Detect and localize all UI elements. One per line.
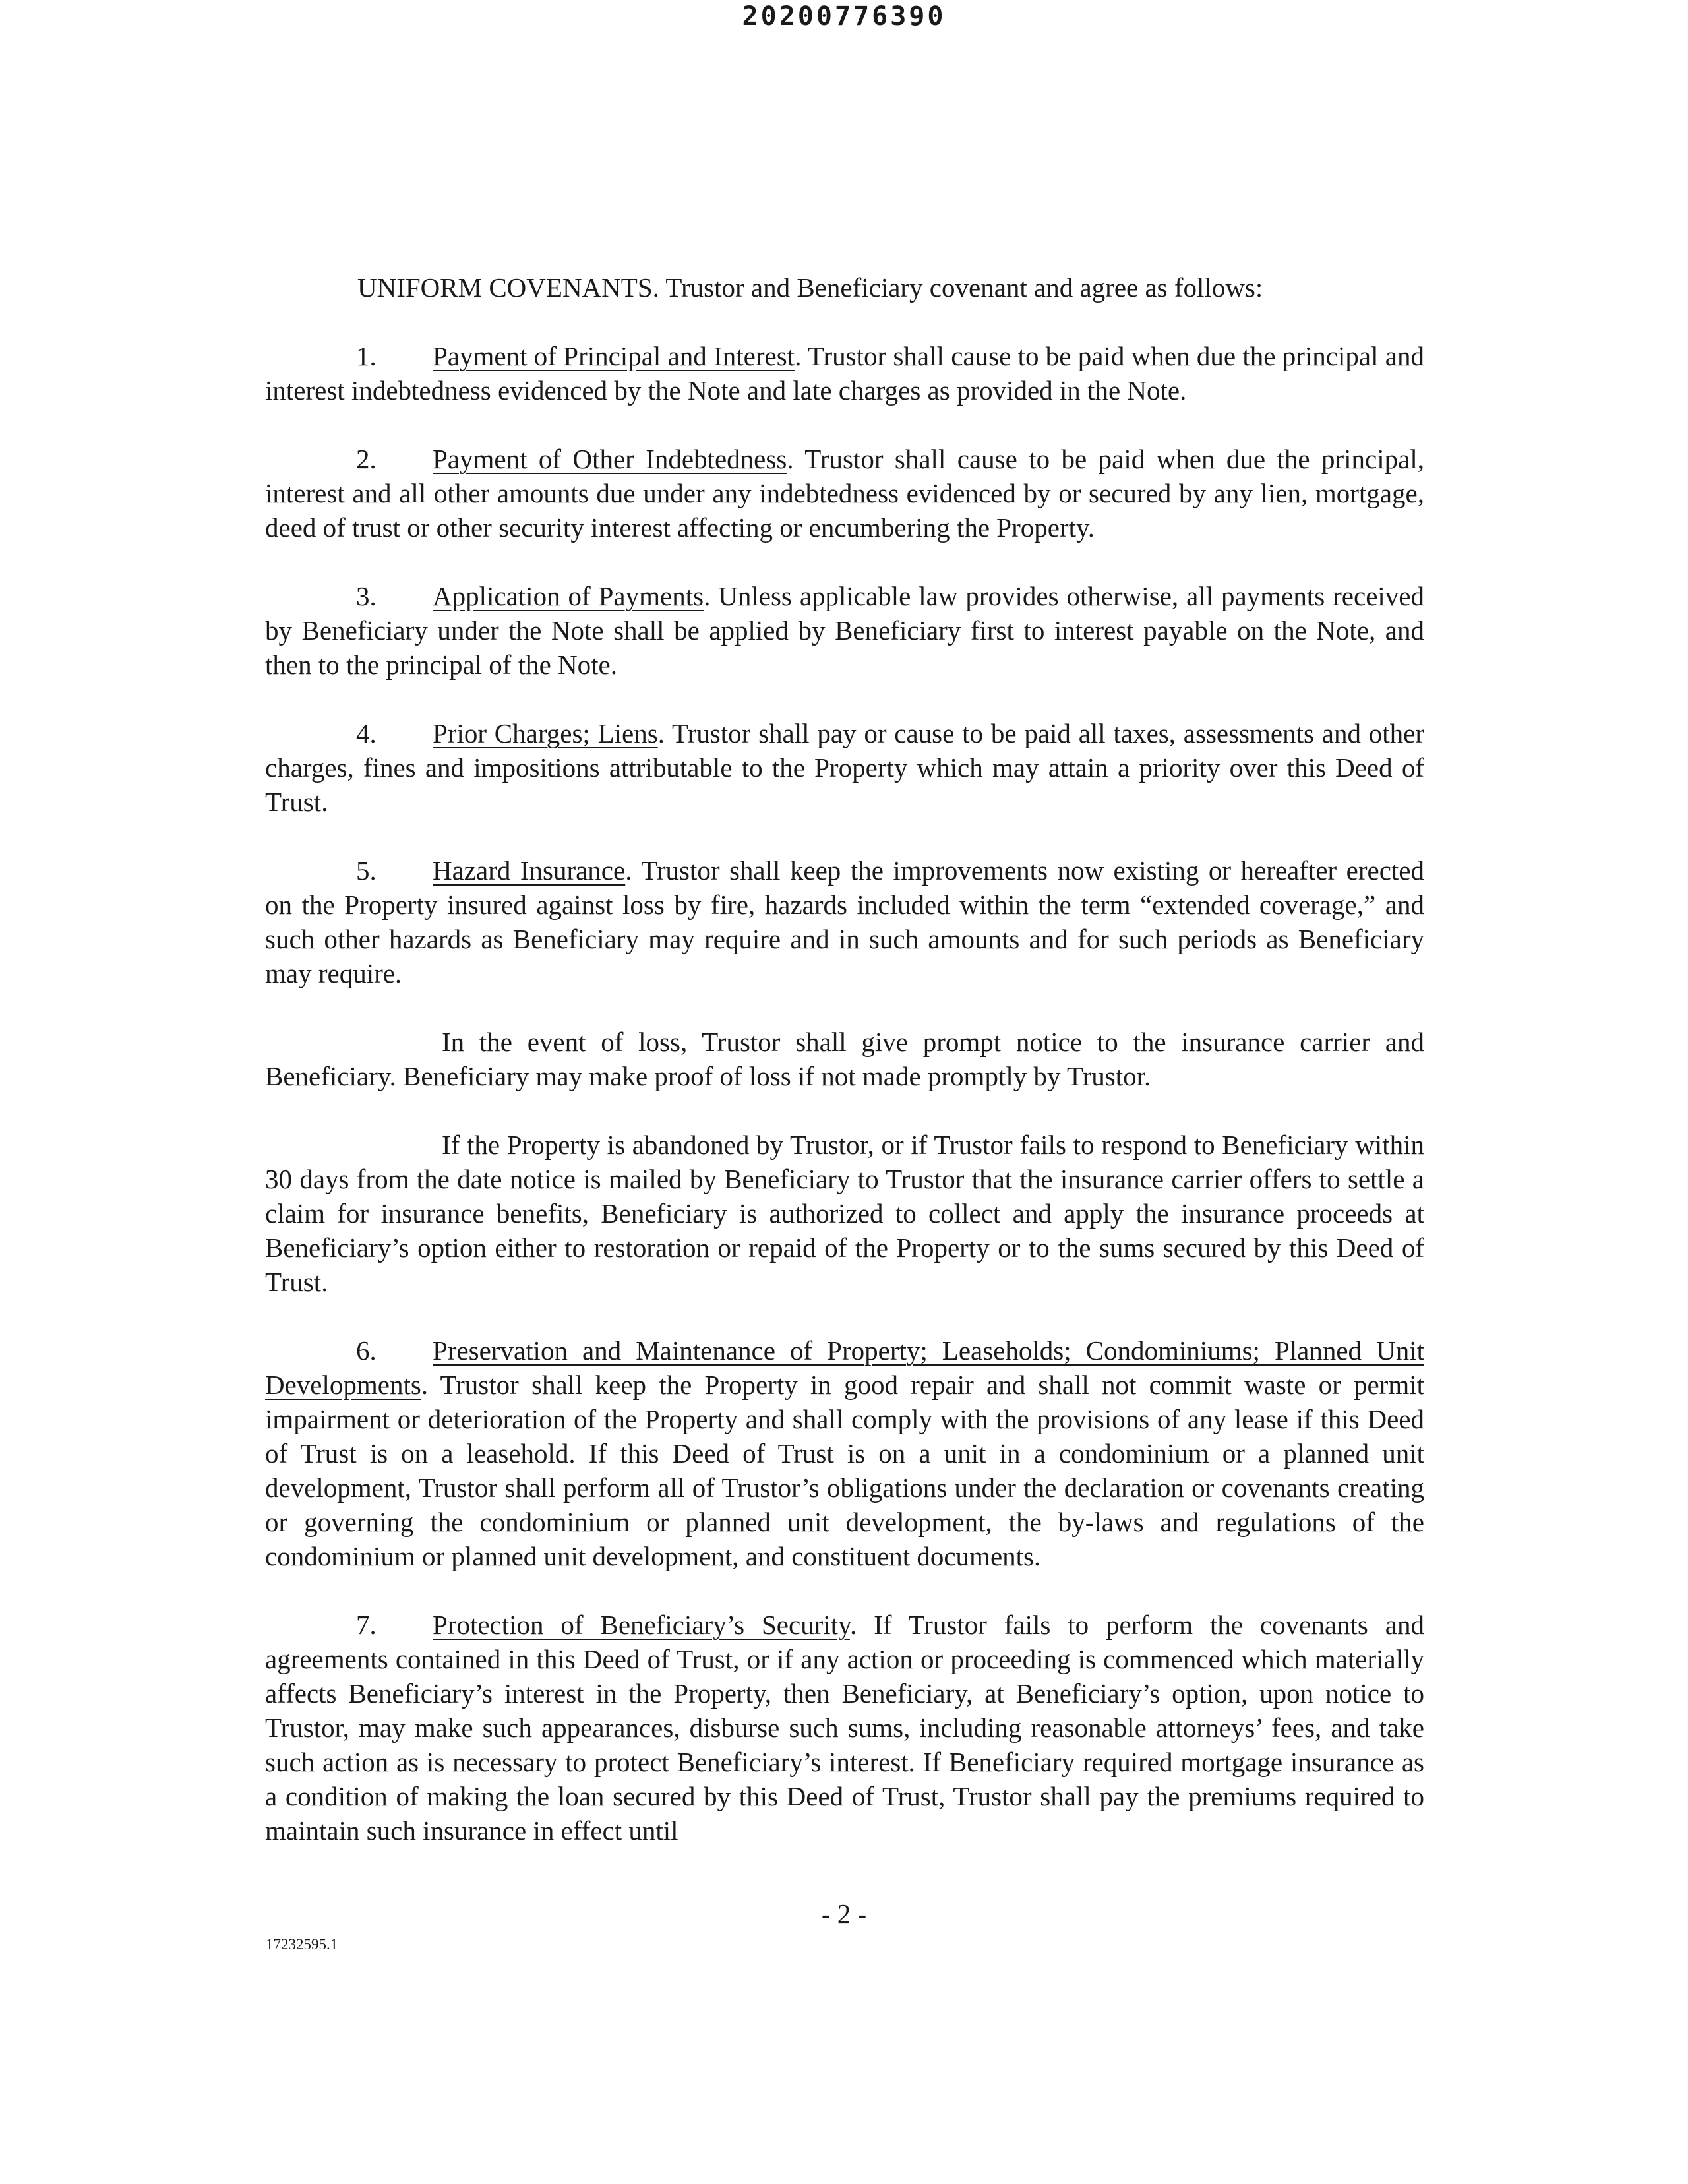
paragraph-title: Payment of Principal and Interest	[433, 341, 795, 371]
paragraph-text: . Trustor shall keep the improvements now existing or hereafter erected on the Property insured against loss by fire, hazards included within the term “extended coverage,” and such other hazards as Beneficiary may require and in such amounts and for such periods as Beneficiary may require.	[265, 855, 1424, 988]
paragraph-number: 1.	[356, 341, 377, 371]
paragraph-number: 6.	[356, 1335, 377, 1366]
paragraph-number: 3.	[356, 581, 377, 611]
paragraph-text: . Trustor shall keep the Property in good repair and shall not commit waste or permit impairment or deterioration of the Property and shall comply with the provisions of any lease if this Deed of Trust is on a leasehold. If this Deed of Trust is on a unit in a condominium or a planned unit development, Trustor shall perform all of Trustor’s obligations under the declaration or covenants creating or governing the condominium or planned unit development, the by-laws and regulations of the condominium or planned unit development, and constituent documents.	[265, 1370, 1424, 1571]
document-number: 20200776390	[742, 1, 946, 32]
paragraph-text: . Trustor shall cause to be paid when due the principal, interest and all other amounts due under any indebtedness evidenced by or secured by any lien, mortgage, deed of trust or other security interest affecting or encumbering the Property.	[265, 444, 1424, 543]
paragraph-title: Protection of Beneficiary’s Security	[433, 1610, 850, 1640]
paragraph-text: . If Trustor fails to perform the covenants and agreements contained in this Deed of Trust, or if any action or proceeding is commenced which materially affects Beneficiary’s interest in the Property, then Beneficiary, at Beneficiary’s option, upon notice to Trustor, may make such appearances, disburse such sums, including reasonable attorneys’ fees, and take such action as is necessary to protect Beneficiary’s interest. If Beneficiary required mortgage insurance as a condition of making the loan secured by this Deed of Trust, Trustor shall pay the premiums required to maintain such insurance in effect until	[265, 1610, 1424, 1846]
covenant-paragraph-2	[265, 442, 1424, 545]
paragraph-text: . Unless applicable law provides otherwise, all payments received by Beneficiary under the Note shall be applied by Beneficiary first to interest payable on the Note, and then to the principal of the Note.	[265, 581, 1424, 680]
paragraph-number: 5.	[356, 855, 377, 886]
covenant-paragraph-1	[265, 339, 1424, 408]
paragraph-text: In the event of loss, Trustor shall give prompt notice to the insurance carrier and Beneficiary. Beneficiary may make proof of loss if not made promptly by Trustor.	[265, 1027, 1424, 1091]
paragraph-number: 4.	[356, 718, 377, 748]
covenant-paragraph-5	[265, 853, 1424, 990]
paragraph-title: Preservation and Maintenance of Property; Leaseholds; Condominiums; Planned Unit Developments	[265, 1335, 1424, 1400]
paragraph-text: . Trustor shall pay or cause to be paid all taxes, assessments and other charges, fines and impositions attributable to the Property which may attain a priority over this Deed of Trust.	[265, 718, 1424, 817]
document-body	[265, 270, 1424, 1882]
paragraph-text: . Trustor shall cause to be paid when due the principal and interest indebtedness evidenced by the Note and late charges as provided in the Note.	[265, 341, 1424, 406]
paragraph-title: Hazard Insurance	[433, 855, 626, 886]
covenants-heading: UNIFORM COVENANTS. Trustor and Beneficiary covenant and agree as follows:	[357, 272, 1263, 303]
paragraph-number: 7.	[356, 1610, 377, 1640]
covenant-paragraph-6	[265, 1333, 1424, 1573]
paragraph-number: 2.	[356, 444, 377, 474]
paragraph-title: Prior Charges; Liens	[433, 718, 658, 748]
covenant-paragraph-4	[265, 716, 1424, 819]
paragraph-text: If the Property is abandoned by Trustor, or if Trustor fails to respond to Beneficiary within 30 days from the date notice is mailed by Beneficiary to Trustor that the insurance carrier offers to settle a claim for insurance benefits, Beneficiary is authorized to collect and apply the insurance proceeds at Beneficiary’s option either to restoration or repaid of the Property or to the sums secured by this Deed of Trust.	[265, 1130, 1424, 1297]
footer-document-id: 17232595.1	[266, 1936, 338, 1953]
page-number: - 2 -	[821, 1898, 867, 1929]
covenant-paragraph-7	[265, 1608, 1424, 1848]
hazard-abandon-paragraph	[265, 1128, 1424, 1299]
hazard-loss-paragraph	[265, 1025, 1424, 1093]
paragraph-title: Application of Payments	[433, 581, 704, 611]
covenant-paragraph-3	[265, 579, 1424, 682]
paragraph-title: Payment of Other Indebtedness	[433, 444, 787, 474]
